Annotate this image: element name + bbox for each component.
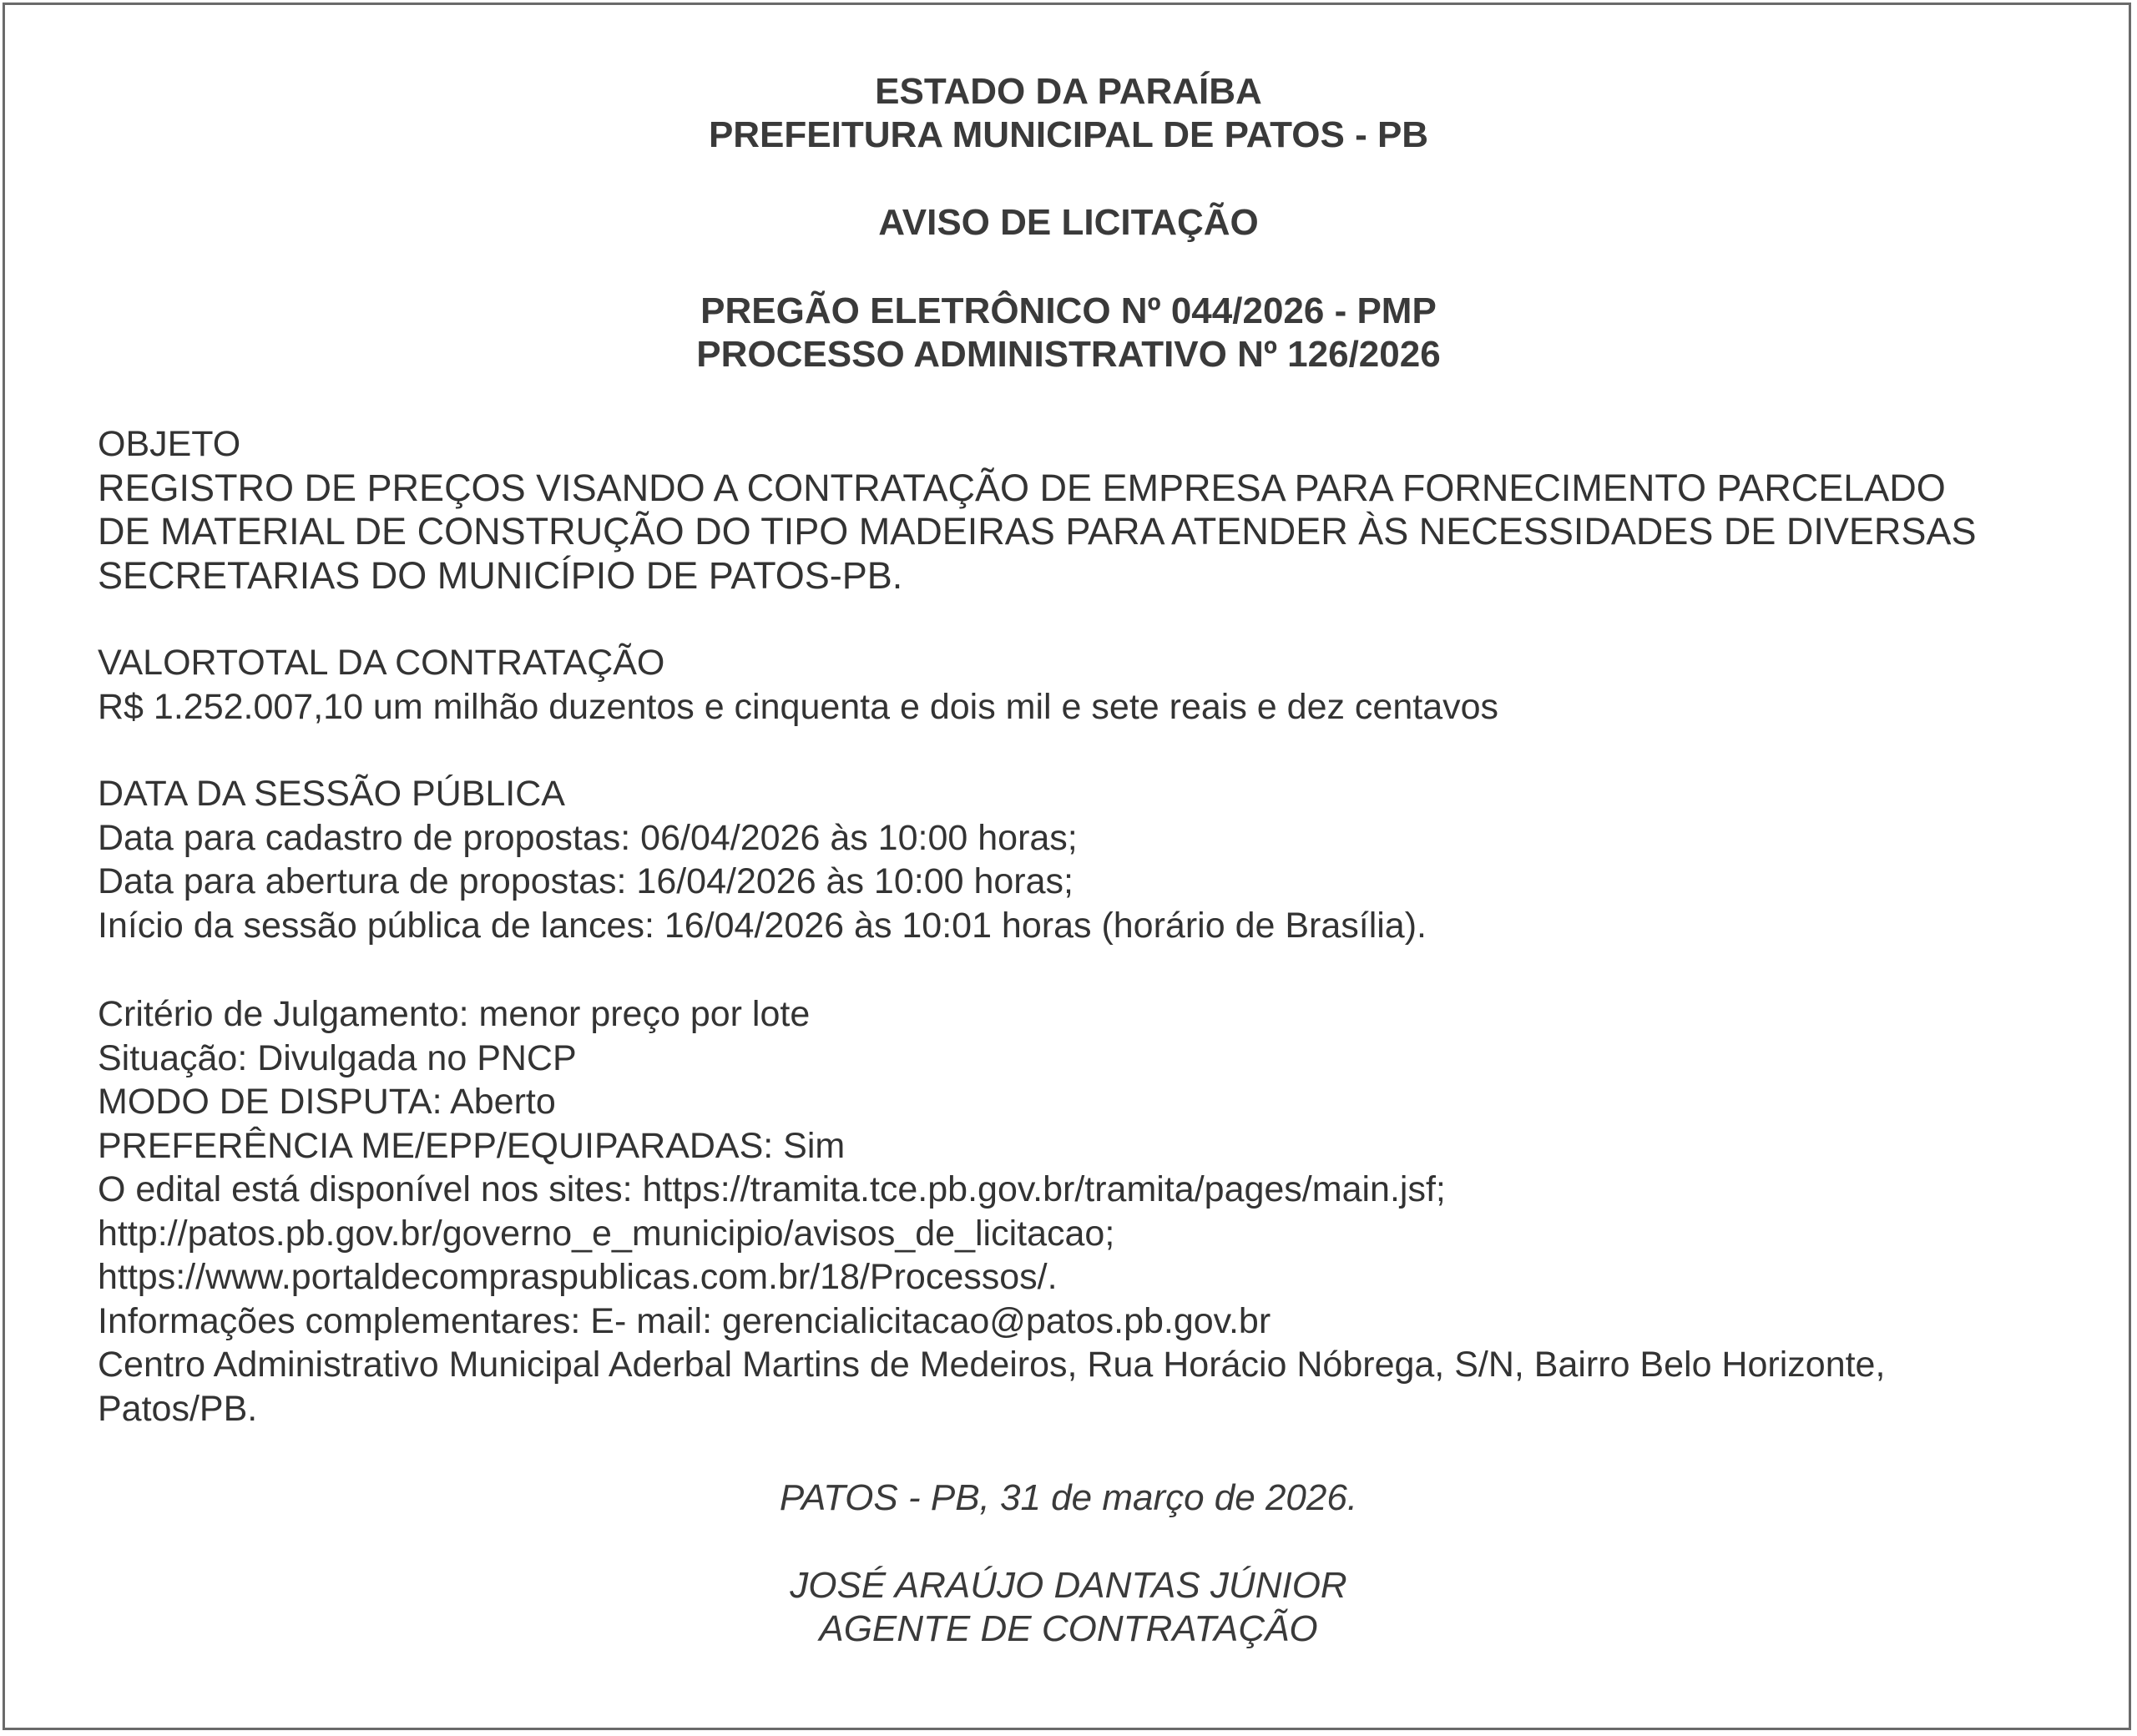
- municipality-name: PREFEITURA MUNICIPAL DE PATOS - PB: [708, 114, 1429, 155]
- session-line: Data para abertura de propostas: 16/04/2026 às 10:00 horas;: [98, 861, 1074, 901]
- object-heading: OBJETO: [98, 424, 241, 464]
- session-section: [98, 772, 2051, 947]
- notice-title-block: [0, 201, 2137, 245]
- object-line: SECRETARIAS DO MUNICÍPIO DE PATOS-PB.: [98, 553, 903, 597]
- value-text: R$ 1.252.007,10 um milhão duzentos e cinquenta e dois mil e sete reais e dez centavos: [98, 686, 1499, 727]
- signer-role: AGENTE DE CONTRATAÇÃO: [819, 1608, 1318, 1649]
- value-heading: VALORTOTAL DA CONTRATAÇÃO: [98, 643, 665, 683]
- notice-title: AVISO DE LICITAÇÃO: [878, 202, 1259, 243]
- place-date-block: [0, 1476, 2137, 1520]
- portal-site-link: https://www.portaldecompraspublicas.com.br/18/Processos/.: [98, 1257, 1058, 1297]
- process-number: PROCESSO ADMINISTRATIVO Nº 126/2026: [696, 334, 1441, 375]
- details-section: [98, 992, 2051, 1431]
- place-date: PATOS - PB, 31 de março de 2026.: [779, 1477, 1358, 1518]
- dispute-mode: MODO DE DISPUTA: Aberto: [98, 1082, 556, 1122]
- value-section: [98, 641, 2051, 729]
- patos-site-link: http://patos.pb.gov.br/governo_e_municipio/avisos_de_licitacao;: [98, 1213, 1115, 1254]
- session-line: Início da sessão pública de lances: 16/04/2026 às 10:01 horas (horário de Brasília).: [98, 905, 1427, 946]
- object-line: DE MATERIAL DE CONSTRUÇÃO DO TIPO MADEIRAS PARA ATENDER ÀS NECESSIDADES DE DIVERSAS: [98, 510, 1977, 553]
- auction-number: PREGÃO ELETRÔNICO Nº 044/2026 - PMP: [700, 290, 1437, 331]
- address-line: Centro Administrativo Municipal Aderbal Martins de Medeiros, Rua Horácio Nóbrega, S/N, Bairro Belo Horizonte,: [98, 1345, 1886, 1385]
- status-line: Situação: Divulgada no PNCP: [98, 1037, 577, 1078]
- edital-sites-line: O edital está disponível nos sites: https://tramita.tce.pb.gov.br/tramita/pages/main.jsf;: [98, 1169, 1446, 1209]
- object-line: REGISTRO DE PREÇOS VISANDO A CONTRATAÇÃO DE EMPRESA PARA FORNECIMENTO PARCELADO: [98, 466, 1946, 509]
- session-line: Data para cadastro de propostas: 06/04/2026 às 10:00 horas;: [98, 817, 1078, 858]
- signature-block: [0, 1564, 2137, 1651]
- contact-email-line: Informações complementares: E- mail: gerencialicitacao@patos.pb.gov.br: [98, 1300, 1271, 1341]
- preference-line: PREFERÊNCIA ME/EPP/EQUIPARADAS: Sim: [98, 1125, 846, 1166]
- state-name: ESTADO DA PARAÍBA: [875, 71, 1262, 112]
- object-section: [98, 422, 2051, 598]
- address-city-line: Patos/PB.: [98, 1388, 258, 1429]
- auction-identification: [0, 290, 2137, 376]
- session-heading: DATA DA SESSÃO PÚBLICA: [98, 774, 565, 814]
- notice-header: [0, 70, 2137, 157]
- judgment-criterion: Critério de Julgamento: menor preço por lote: [98, 994, 811, 1034]
- signer-name: JOSÉ ARAÚJO DANTAS JÚNIOR: [790, 1565, 1347, 1606]
